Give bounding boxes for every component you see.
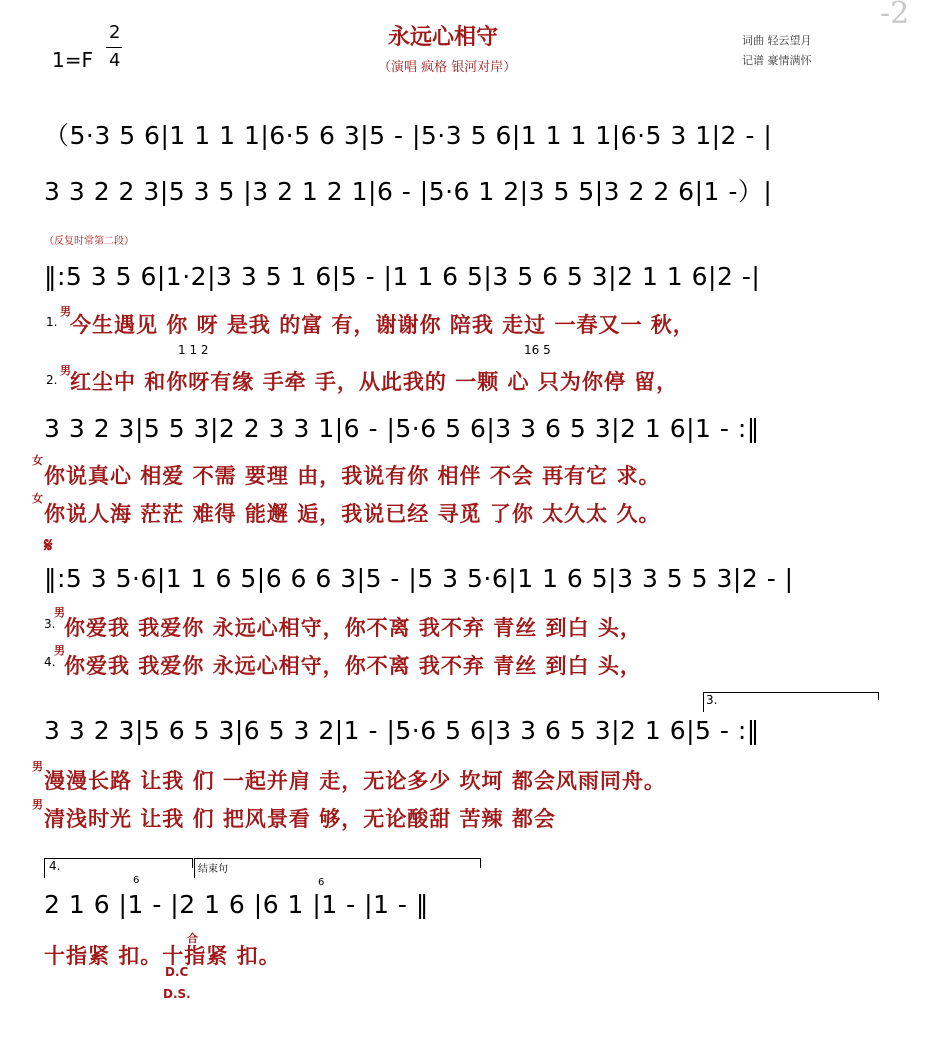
verse-3-lyric: 你说真心 相爱 不需 要理 由，我说有你 相伴 不会 再有它 求。 <box>44 463 661 488</box>
chorus-male-mark-3: 男 <box>32 760 43 773</box>
grace-note-2: 6 <box>318 877 325 888</box>
verse-1-number: 1. <box>46 315 58 329</box>
volta-3-bracket-left <box>703 692 704 712</box>
verse-notes-line-1: ‖:5 3 5 6|1·2|3 3 5 1 6|5 - |1 1 6 5|3 5 6 5 3|2 1 1 6|2 -| <box>44 262 761 291</box>
volta-4-label: 4. <box>49 859 61 873</box>
ending-notes: 2 1 6 |1 - |2 1 6 |6 1 |1 - |1 - ‖ <box>44 890 429 919</box>
song-title: 永远心相守 <box>388 25 499 50</box>
ds-mark: D.S. <box>163 987 191 1001</box>
time-signature-bar <box>106 47 122 48</box>
chorus-notes-line-2: 3 3 2 3|5 6 5 3|6 5 3 2|1 - |5·6 5 6|3 3 6 5 3|2 1 6|5 - :‖ <box>44 716 760 745</box>
verse-2-number: 2. <box>46 373 58 387</box>
chorus-1-lyric: 你爱我 我爱你 永远心相守，你不离 我不弃 青丝 到白 头， <box>64 615 642 640</box>
intro-notes-line-2: 3 3 2 2 3|5 3 5 |3 2 1 2 1|6 - |5·6 1 2|3 5 5|3 2 2 6|1 -）| <box>44 177 773 206</box>
credit-lyrics: 词曲 轻云望月 <box>742 34 812 47</box>
chorus-1-number: 3. <box>44 617 56 631</box>
dc-mark: D.C <box>165 965 189 979</box>
male-mark: 男 <box>60 305 71 318</box>
ending-lyric: 十指紧 扣。十指紧 扣。 <box>44 943 281 968</box>
performers: （演唱 疯格 银河对岸） <box>378 60 517 75</box>
time-signature-top: 2 <box>109 22 121 43</box>
coda-bracket-top <box>194 858 480 859</box>
volta-4-bracket-left <box>44 858 45 878</box>
verse-1-lyric: 今生遇见 你 呀 是我 的富 有，谢谢你 陪我 走过 一春又一 秋， <box>70 312 695 337</box>
coda-label: 结束句 <box>198 864 228 875</box>
coda-bracket-left <box>194 858 195 878</box>
credit-score: 记谱 豪情满怀 <box>742 54 812 67</box>
chorus-2-number: 4. <box>44 655 56 669</box>
volta-4-bracket-right <box>192 858 193 868</box>
chorus-2-lyric: 你爱我 我爱你 永远心相守，你不离 我不弃 青丝 到白 头， <box>64 653 642 678</box>
verse-2-lyric: 红尘中 和你呀有缘 手牵 手，从此我的 一颗 心 只为你停 留， <box>70 369 679 394</box>
volta-3-bracket-top <box>703 692 879 693</box>
verse-notes-line-2: 3 3 2 3|5 5 3|2 2 3 3 1|6 - |5·6 5 6|3 3 6 5 3|2 1 6|1 - :‖ <box>44 414 760 443</box>
key-signature: 1=F <box>52 48 93 72</box>
page-number: -2 <box>880 0 910 31</box>
chorus-male-mark-4: 男 <box>32 798 43 811</box>
repeat-note: （反复时常第二段） <box>44 236 134 247</box>
verse-4-lyric: 你说人海 茫茫 难得 能邂 逅，我说已经 寻觅 了你 太久太 久。 <box>44 501 661 526</box>
chorus-4-lyric: 清浅时光 让我 们 把风景看 够，无论酸甜 苦辣 都会 <box>44 806 556 831</box>
chorus-notes-line-1: ‖:5 3 5·6|1 1 6 5|6 6 6 3|5 - |5 3 5·6|1 1 6 5|3 3 5 5 3|2 - | <box>44 564 794 593</box>
coda-bracket-right <box>480 858 481 868</box>
chorus-male-mark: 男 <box>54 606 65 619</box>
intro-notes-line-1: （5·3 5 6|1 1 1 1|6·5 6 3|5 - |5·3 5 6|1 1 1 1|6·5 3 1|2 - | <box>44 121 773 150</box>
female-mark: 女 <box>32 454 43 467</box>
verse-2-overnotes: 1 1 2 <box>178 343 209 357</box>
chorus-3-lyric: 漫漫长路 让我 们 一起并肩 走，无论多少 坎坷 都会风雨同舟。 <box>44 768 666 793</box>
female-mark-2: 女 <box>32 492 43 505</box>
volta-3-label: 3. <box>706 693 718 707</box>
grace-note-1: 6 <box>133 875 140 886</box>
segno-sign: 𝄋 <box>44 533 53 557</box>
chorus-male-mark-2: 男 <box>54 644 65 657</box>
together-mark: 合 <box>187 932 198 945</box>
volta-4-bracket-top <box>44 858 192 859</box>
volta-3-bracket-right <box>878 692 879 700</box>
male-mark-2: 男 <box>60 364 71 377</box>
verse-2-overnotes-b: 16 5 <box>524 343 551 357</box>
time-signature-bottom: 4 <box>109 50 121 71</box>
